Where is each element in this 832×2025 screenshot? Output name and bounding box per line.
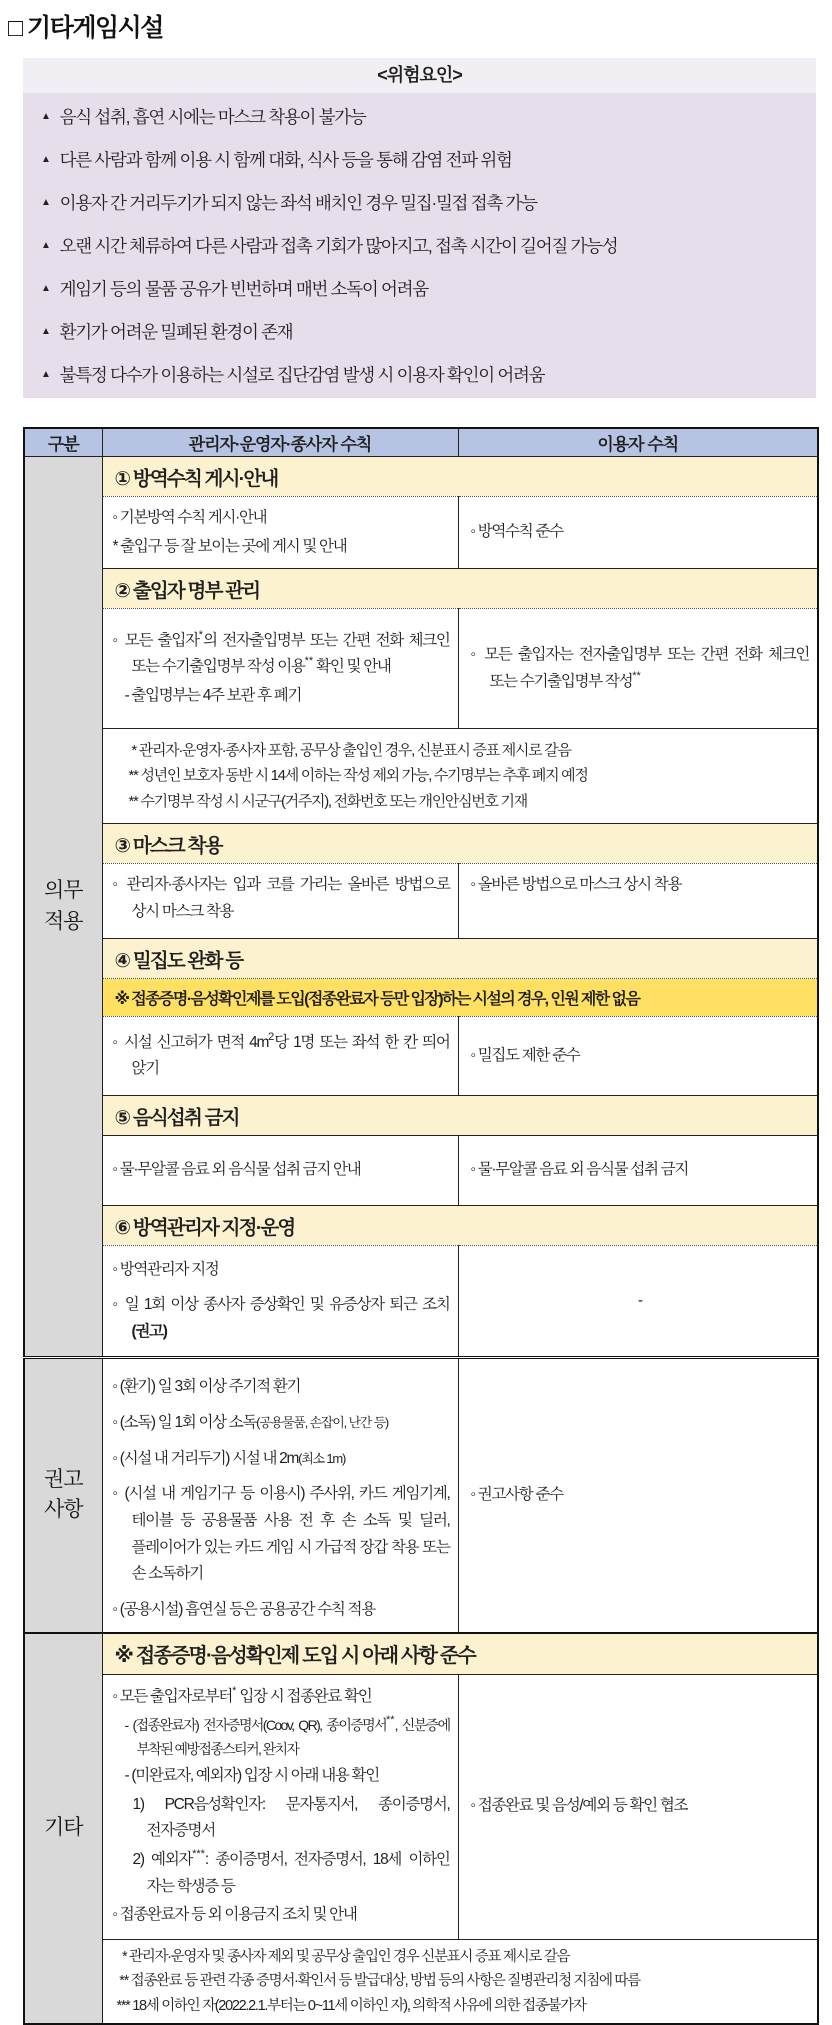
rule-line: ◦ (시설 내 거리두기) 시설 내 2m(최소 1m) <box>112 1449 346 1467</box>
section3-content-row <box>24 864 818 939</box>
rule-line: - 출입명부는 4주 보관 후 폐기 <box>124 687 302 705</box>
rule-line: ◦ 접종완료자 등 외 이용금지 조치 및 안내 <box>112 1906 357 1924</box>
footnote-marker: * <box>232 1685 237 1698</box>
risk-factor-box <box>23 58 816 398</box>
rule-line: 1) PCR음성확인자: 문자통지서, 종이증명서, 전자증명서 <box>132 1795 450 1840</box>
category-label: 사항 <box>43 1498 83 1522</box>
section3-header-row <box>24 824 818 864</box>
section4-notice-row <box>24 979 818 1017</box>
section2-right-cell <box>458 609 818 729</box>
section3-title: ③ 마스크 착용 <box>102 824 818 864</box>
page-title: □ 기타게임시설 <box>8 14 163 42</box>
rules-table <box>23 427 819 2025</box>
section6-title: ⑥ 방역관리자 지정·운영 <box>102 1206 818 1246</box>
risk-item <box>39 310 806 353</box>
rule-line: ◦ 모든 출입자는 전자출입명부 또는 간편 전화 체크인 또는 수기출입명부 작성** <box>470 646 809 690</box>
section4-right-cell: ◦ 밀집도 제한 준수 <box>458 1017 818 1096</box>
section2-footnotes <box>102 729 818 824</box>
section6-left-cell <box>102 1246 458 1358</box>
section4-header-row <box>24 939 818 979</box>
rule-line: 2) 예외자***: 종이증명서, 전자증명서, 18세 이하인 자는 학생증 등 <box>132 1847 450 1895</box>
risk-item <box>39 181 806 224</box>
risk-item-text: 게임기 등의 물품 공유가 빈번하며 매번 소독이 어려움 <box>59 279 428 299</box>
etc-content-row <box>24 1674 818 1939</box>
risk-item <box>39 95 806 138</box>
triangle-bullet-icon: ▲ <box>41 283 50 294</box>
triangle-bullet-icon: ▲ <box>41 369 50 380</box>
emphasis-text: (권고) <box>131 1323 167 1341</box>
rule-line: ◦ (환기) 일 3회 이상 주기적 환기 <box>112 1378 301 1396</box>
category-cell-mandatory <box>24 457 102 1358</box>
risk-item-text: 다른 사람과 함께 이용 시 함께 대화, 식사 등을 통해 감염 전파 위험 <box>59 150 512 170</box>
footnote-marker: ** <box>632 669 641 682</box>
footnote-marker: ** <box>304 655 314 668</box>
small-note: (공용물품, 손잡이, 난간 등) <box>256 1414 389 1430</box>
risk-item-text: 환기가 어려운 밀폐된 환경이 존재 <box>59 322 293 342</box>
etc-notice-title: ※ 접종증명·음성확인제 도입 시 아래 사항 준수 <box>102 1633 818 1675</box>
section1-left-cell <box>102 497 458 569</box>
rule-line: ◦ 관리자·종사자는 입과 코를 가리는 올바른 방법으로 상시 마스크 착용 <box>112 876 450 920</box>
section5-title: ⑤ 음식섭취 금지 <box>102 1096 818 1136</box>
col-header-manager-rules: 관리자·운영자·종사자 수칙 <box>102 428 458 457</box>
risk-item <box>39 138 806 181</box>
rule-line: ◦ 일 1회 이상 종사자 증상확인 및 유증상자 퇴근 조치(권고) <box>112 1296 450 1341</box>
category-label: 의무 <box>43 879 83 903</box>
rule-line: ◦ 올바른 방법으로 마스크 상시 착용 <box>470 876 682 894</box>
footnote-line: *** 18세 이하인 자(2022.2.1.부터는 0~11세 이하인 자), 의학적 사유에 의한 접종불가자 <box>116 1997 586 2014</box>
triangle-bullet-icon: ▲ <box>41 111 50 122</box>
section4-left-cell <box>102 1017 458 1096</box>
small-note: (최소 1m) <box>298 1450 346 1466</box>
risk-item-text: 불특정 다수가 이용하는 시설로 집단감염 발생 시 이용자 확인이 어려움 <box>59 365 545 385</box>
rule-line: * 출입구 등 잘 보이는 곳에 게시 및 안내 <box>112 537 347 555</box>
triangle-bullet-icon: ▲ <box>41 197 50 208</box>
footnote-marker: * <box>198 628 203 641</box>
category-cell-etc <box>24 1633 102 2025</box>
triangle-bullet-icon: ▲ <box>41 154 50 165</box>
section4-highlight-notice: ※ 접종증명·음성확인제를 도입(접종완료자 등만 입장)하는 시설의 경우, 인원 제한 없음 <box>102 979 818 1017</box>
rule-line: ◦ 모든 출입자로부터* 입장 시 접종완료 확인 <box>112 1685 372 1706</box>
risk-box-header: <위험요인> <box>23 58 816 93</box>
superscript: 2 <box>268 1030 275 1043</box>
risk-item <box>39 353 806 396</box>
footnote-line: ** 수기명부 작성 시 시군구(거주지), 전화번호 또는 개인안심번호 기재 <box>128 793 527 811</box>
etc-right-cell: ◦ 접종완료 및 음성/예외 등 확인 협조 <box>458 1674 818 1939</box>
footnote-line: ** 접종완료 등 관련 각종 증명서·확인서 등 발급대상, 방법 등의 사항은 질병관리청 지침에 따름 <box>116 1973 640 1990</box>
section1-right-cell: ◦ 방역수칙 준수 <box>458 497 818 569</box>
footnote-marker: *** <box>192 1847 205 1860</box>
section6-content-row <box>24 1246 818 1358</box>
rule-line: ◦ (시설 내 게임기구 등 이용시) 주사위, 카드 게임기계, 테이블 등 공용물품 사용 전 후 손 소독 및 딜러, 플레이어가 있는 카드 게임 시 가급적 장갑 착용 또는 손 소독하기 <box>112 1485 450 1583</box>
section2-title: ② 출입자 명부 관리 <box>102 569 818 609</box>
rule-line: ◦ 기본방역 수칙 게시·안내 <box>112 509 267 526</box>
document <box>0 8 832 2014</box>
section1-header-row <box>24 457 818 497</box>
risk-item <box>39 224 806 267</box>
section6-header-row <box>24 1206 818 1246</box>
triangle-bullet-icon: ▲ <box>41 240 50 251</box>
footnote-line: * 관리자·운영자 및 종사자 제외 및 공무상 출입인 경우 신분표시 증표 제시로 갈음 <box>116 1948 570 1965</box>
etc-left-cell <box>102 1674 458 1939</box>
section2-header-row <box>24 569 818 609</box>
triangle-bullet-icon: ▲ <box>41 326 50 337</box>
section6-right-cell: - <box>458 1246 818 1358</box>
category-label: 적용 <box>43 909 83 933</box>
rule-line: ◦ (공용시설) 흡연실 등은 공용공간 수칙 적용 <box>112 1600 375 1618</box>
section1-title: ① 방역수칙 게시·안내 <box>102 457 818 497</box>
section2-left-cell <box>102 609 458 729</box>
etc-footnotes <box>102 1939 818 2024</box>
section5-header-row <box>24 1096 818 1136</box>
risk-item-text: 이용자 간 거리두기가 되지 않는 좌석 배치인 경우 밀집·밀접 접촉 가능 <box>59 193 537 213</box>
section5-content-row <box>24 1136 818 1206</box>
footnote-line: ** 성년인 보호자 동반 시 14세 이하는 작성 제외 가능, 수기명부는 추후 폐지 예정 <box>128 767 588 785</box>
risk-item <box>39 267 806 310</box>
section3-left-cell <box>102 864 458 939</box>
footnote-marker: ** <box>386 1714 395 1727</box>
recommend-left-cell <box>102 1358 458 1633</box>
footnote-line: * 관리자·운영자·종사자 포함, 공무상 출입인 경우, 신분표시 증표 제시로 갈음 <box>128 741 571 759</box>
section2-content-row <box>24 609 818 729</box>
etc-footnote-row <box>24 1939 818 2024</box>
category-cell-recommend <box>24 1358 102 1633</box>
category-label: 기타 <box>43 1816 83 1840</box>
rule-line: ◦ 시설 신고허가 면적 $4m^2$당 1명 또는 좌석 한 칸 띄어 앉기 <box>112 1030 450 1078</box>
risk-item-text: 오랜 시간 체류하여 다른 사람과 접촉 기회가 많아지고, 접촉 시간이 길어질 가능성 <box>59 236 618 256</box>
col-header-user-rules: 이용자 수칙 <box>458 428 818 457</box>
rule-line: ◦ (소독) 일 1회 이상 소독(공용물품, 손잡이, 난간 등) <box>112 1413 389 1431</box>
section2-footnote-row <box>24 729 818 824</box>
rule-line: - (접종완료자) 전자증명서(Coov, QR), 종이증명서**, 신분증에 부착된 예방접종스티커, 완치자 <box>124 1714 450 1757</box>
section4-content-row <box>24 1017 818 1096</box>
recommend-right-cell: ◦ 권고사항 준수 <box>458 1358 818 1633</box>
etc-notice-row <box>24 1633 818 1675</box>
section4-title: ④ 밀집도 완화 등 <box>102 939 818 979</box>
rule-line: ◦ 모든 출입자*의 전자출입명부 또는 간편 전화 체크인 또는 수기출입명부 작성 이용** 확인 및 안내 <box>112 628 450 676</box>
col-header-category: 구분 <box>24 428 102 457</box>
category-label: 권고 <box>43 1468 83 1491</box>
section1-content-row <box>24 497 818 569</box>
rule-line: - (미완료자, 예외자) 입장 시 아래 내용 확인 <box>124 1767 379 1784</box>
section3-right-cell <box>458 864 818 939</box>
risk-item-text: 음식 섭취, 흡연 시에는 마스크 착용이 불가능 <box>59 107 366 127</box>
rule-line: ◦ 방역관리자 지정 <box>112 1260 219 1278</box>
risk-box-body <box>23 93 816 398</box>
recommend-row <box>24 1358 818 1633</box>
section5-right-cell: ◦ 물·무알콜 음료 외 음식물 섭취 금지 <box>458 1136 818 1206</box>
section5-left-cell: ◦ 물·무알콜 음료 외 음식물 섭취 금지 안내 <box>102 1136 458 1206</box>
table-header-row <box>24 428 818 457</box>
